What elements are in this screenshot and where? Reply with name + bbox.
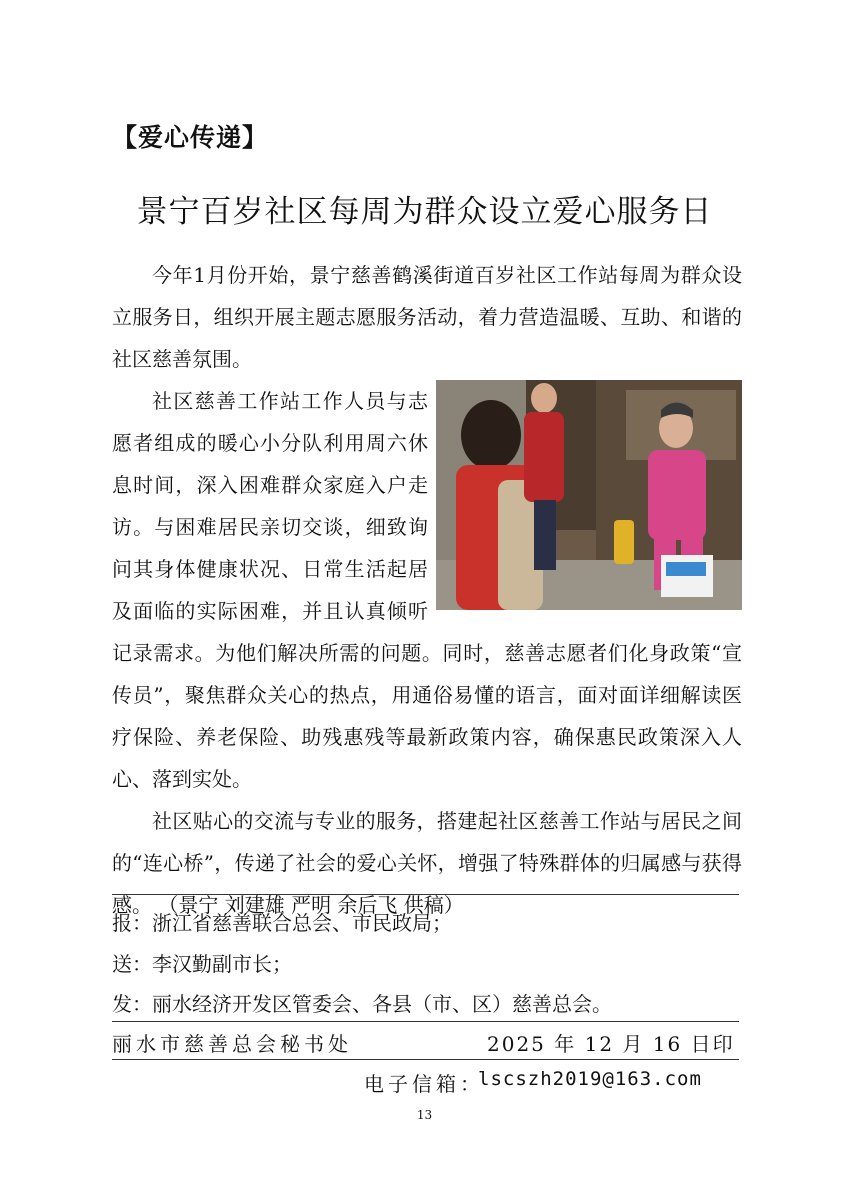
divider-top — [112, 894, 739, 895]
distribution-issue: 发：丽水经济开发区管委会、各县（市、区）慈善总会。 — [112, 992, 612, 1016]
page-number: 13 — [416, 1108, 433, 1122]
divider-middle — [112, 1021, 739, 1022]
volunteer-visit-photo — [436, 380, 742, 610]
divider-bottom — [112, 1059, 739, 1060]
email-label: 电子信箱： — [364, 1072, 484, 1096]
email-address: lscszh2019@163.com — [478, 1068, 702, 1090]
section-tag: 【爱心传递】 — [112, 123, 269, 152]
article-title: 景宁百岁社区每周为群众设立爱心服务日 — [136, 194, 713, 230]
paragraph-2: 社区慈善工作站工作人员与志愿者组成的暖心小分队利用周六休息时间，深入困难群众家庭入户走访。与困难居民亲切交谈，细致询问其身体健康状况、日常生活起居及面临的实际困难，并且认真倾听记录需求。为他们解决所需的问题。同时，慈善志愿者们化身政策“宣传员”，聚焦群众关心的热点，用通俗易懂的语言，面对面详细解读医疗保险、养老保险、助残惠残等最新政策内容，确保惠民政策深入人心、落到实处。 — [112, 389, 742, 791]
article-body — [112, 254, 742, 926]
paragraph-3: 社区贴心的交流与专业的服务，搭建起社区慈善工作站与居民之间的“连心桥”，传递了社会的爱心关怀，增强了特殊群体的归属感与获得感。 （景宁 刘建雄 严明 余后飞 供稿） — [112, 809, 742, 917]
footer-date: 2025 年 12 月 16 日印 — [487, 1032, 735, 1056]
footer-office: 丽水市慈善总会秘书处 — [112, 1032, 352, 1056]
paragraph-1: 今年1月份开始，景宁慈善鹤溪街道百岁社区工作站每周为群众设立服务日，组织开展主题志愿服务活动，着力营造温暖、互助、和谐的社区慈善氛围。 — [112, 263, 742, 371]
distribution-send: 送：李汉勤副市长； — [112, 952, 292, 976]
distribution-report: 报：浙江省慈善联合总会、市民政局； — [112, 911, 452, 935]
